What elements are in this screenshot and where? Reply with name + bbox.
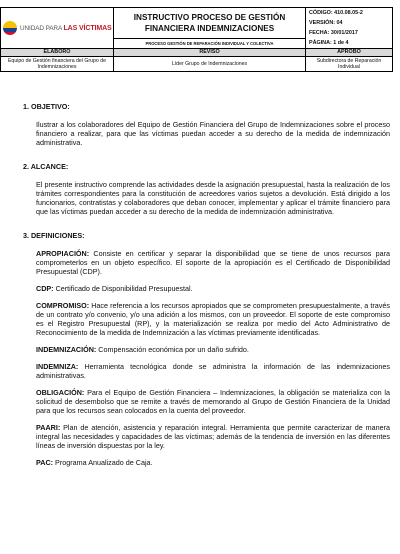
sig-value-aprobo: Subdirectora de Reparación Individual xyxy=(306,57,393,72)
meta-fecha: FECHA: 30/01/2017 xyxy=(309,30,358,36)
definition-paari xyxy=(36,423,390,450)
document-meta xyxy=(306,8,393,49)
definition-term: COMPROMISO: xyxy=(36,301,90,310)
section-heading-definiciones: 3. DEFINICIONES: xyxy=(23,231,85,240)
unidad-victimas-logo xyxy=(1,21,113,35)
signature-header-row xyxy=(1,49,393,57)
definition-text: Consiste en certificar y separar la disponibilidad que se tiene de unos recursos para comprometerlos en un objeto específico. El soporte de la apropiación es el Certificado de Disponibilidad Presupuestal (CDP). xyxy=(36,249,390,276)
meta-codigo: CÓDIGO: 410.08.05-2 xyxy=(309,10,363,16)
document-header xyxy=(0,7,393,72)
document-title-cell xyxy=(114,8,306,39)
definition-term: CDP: xyxy=(36,284,54,293)
definition-term: INDEMNIZACIÓN: xyxy=(36,345,97,354)
section-heading-objetivo: 1. OBJETIVO: xyxy=(23,102,70,111)
definition-term: PAC: xyxy=(36,458,54,467)
document-body xyxy=(23,102,390,475)
definition-indemnizacion xyxy=(36,345,390,354)
definition-cdp xyxy=(36,284,390,293)
definition-text: Compensación económica por un daño sufrido. xyxy=(96,345,249,354)
definition-term: INDEMNIZA: xyxy=(36,362,79,371)
definition-text: Para el Equipo de Gestión Financiera – Indemnizaciones, la obligación se materializa con la solicitud de desembolso que se remite a través de memorando al Grupo de Gestión Financiera de la Unidad para que los recursos sean colocados en la cuenta del proveedor. xyxy=(36,388,390,415)
document-title: INSTRUCTIVO PROCESO DE GESTIÓN FINANCIERA INDEMNIZACIONES xyxy=(133,13,286,34)
definition-pac xyxy=(36,458,390,467)
definition-indemniza xyxy=(36,362,390,380)
sig-value-reviso: Líder Grupo de Indemnizaciones xyxy=(114,57,306,72)
definition-text: Programa Anualizado de Caja. xyxy=(53,458,153,467)
signature-value-row xyxy=(1,57,393,72)
definition-text: Herramienta tecnológica donde se administra la información de las indemnizaciones administrativas. xyxy=(36,362,390,380)
section-text-alcance: El presente instructivo comprende las actividades desde la asignación presupuestal, hasta la realización de los trámites correspondientes para la constitución de acreedores varios sujetos a devolución. Está dirigido a los funcionarios, contratistas y colaboradores que deban conocer, implementar y aplicar el trámite financiero para que las víctimas puedan acceder a su derecho de la medida de indemnización administrativa. xyxy=(36,180,390,216)
definition-text: Plan de atención, asistencia y reparación integral. Herramienta que permite caracterizar de manera integral las necesidades y capacidades de las víctimas; además de la tendencia de inversión en las diferentes líneas de inversión dispuestas por la ley. xyxy=(36,423,390,450)
meta-pagina: PÁGINA: 1 de 4 xyxy=(309,40,349,46)
definition-term: OBLIGACIÓN: xyxy=(36,388,85,397)
section-heading-alcance: 2. ALCANCE: xyxy=(23,162,69,171)
section-text-objetivo: Ilustrar a los colaboradores del Equipo de Gestión Financiera del Grupo de Indemnizaciones sobre el proceso financiero a realizar, para que las víctimas puedan acceder a su derecho de la medida de indemnización administrativa. xyxy=(36,120,390,147)
sig-header-elaboro: ELABORÓ xyxy=(1,49,114,57)
definition-compromiso xyxy=(36,301,390,337)
process-subtitle-cell xyxy=(114,39,306,49)
definition-apropiacion xyxy=(36,249,390,276)
logo-text: UNIDAD PARA LAS VÍCTIMAS xyxy=(20,24,112,32)
sig-header-aprobo: APROBÓ xyxy=(306,49,393,57)
definition-term: APROPIACIÓN: xyxy=(36,249,90,258)
sig-value-elaboro: Equipo de Gestión financiera del Grupo de Indemnizaciones xyxy=(1,57,114,72)
definition-text: Certificado de Disponibilidad Presupuestal. xyxy=(53,284,193,293)
definition-text: Hace referencia a los recursos apropiados que se comprometen presupuestalmente, a través de un contrato y/o convenio, y/o una adición a los mismos, con un proveedor. El soporte de este compromiso es el Registro Presupuestal (RP), y la materialización se realiza por medio del Acto Administrativo de Reconocimiento de la medida de Indemnización a las víctimas previamente identificadas. xyxy=(36,301,390,337)
process-subtitle: PROCESO GESTIÓN DE REPARACIÓN INDIVIDUAL Y COLECTIVA xyxy=(145,40,274,46)
logo-cell xyxy=(1,8,114,49)
definition-obligacion xyxy=(36,388,390,415)
definition-term: PAARI: xyxy=(36,423,61,432)
colombia-flag-icon xyxy=(3,21,17,35)
sig-header-reviso: REVISÓ xyxy=(114,49,306,57)
meta-version: VERSIÓN: 04 xyxy=(309,20,343,26)
